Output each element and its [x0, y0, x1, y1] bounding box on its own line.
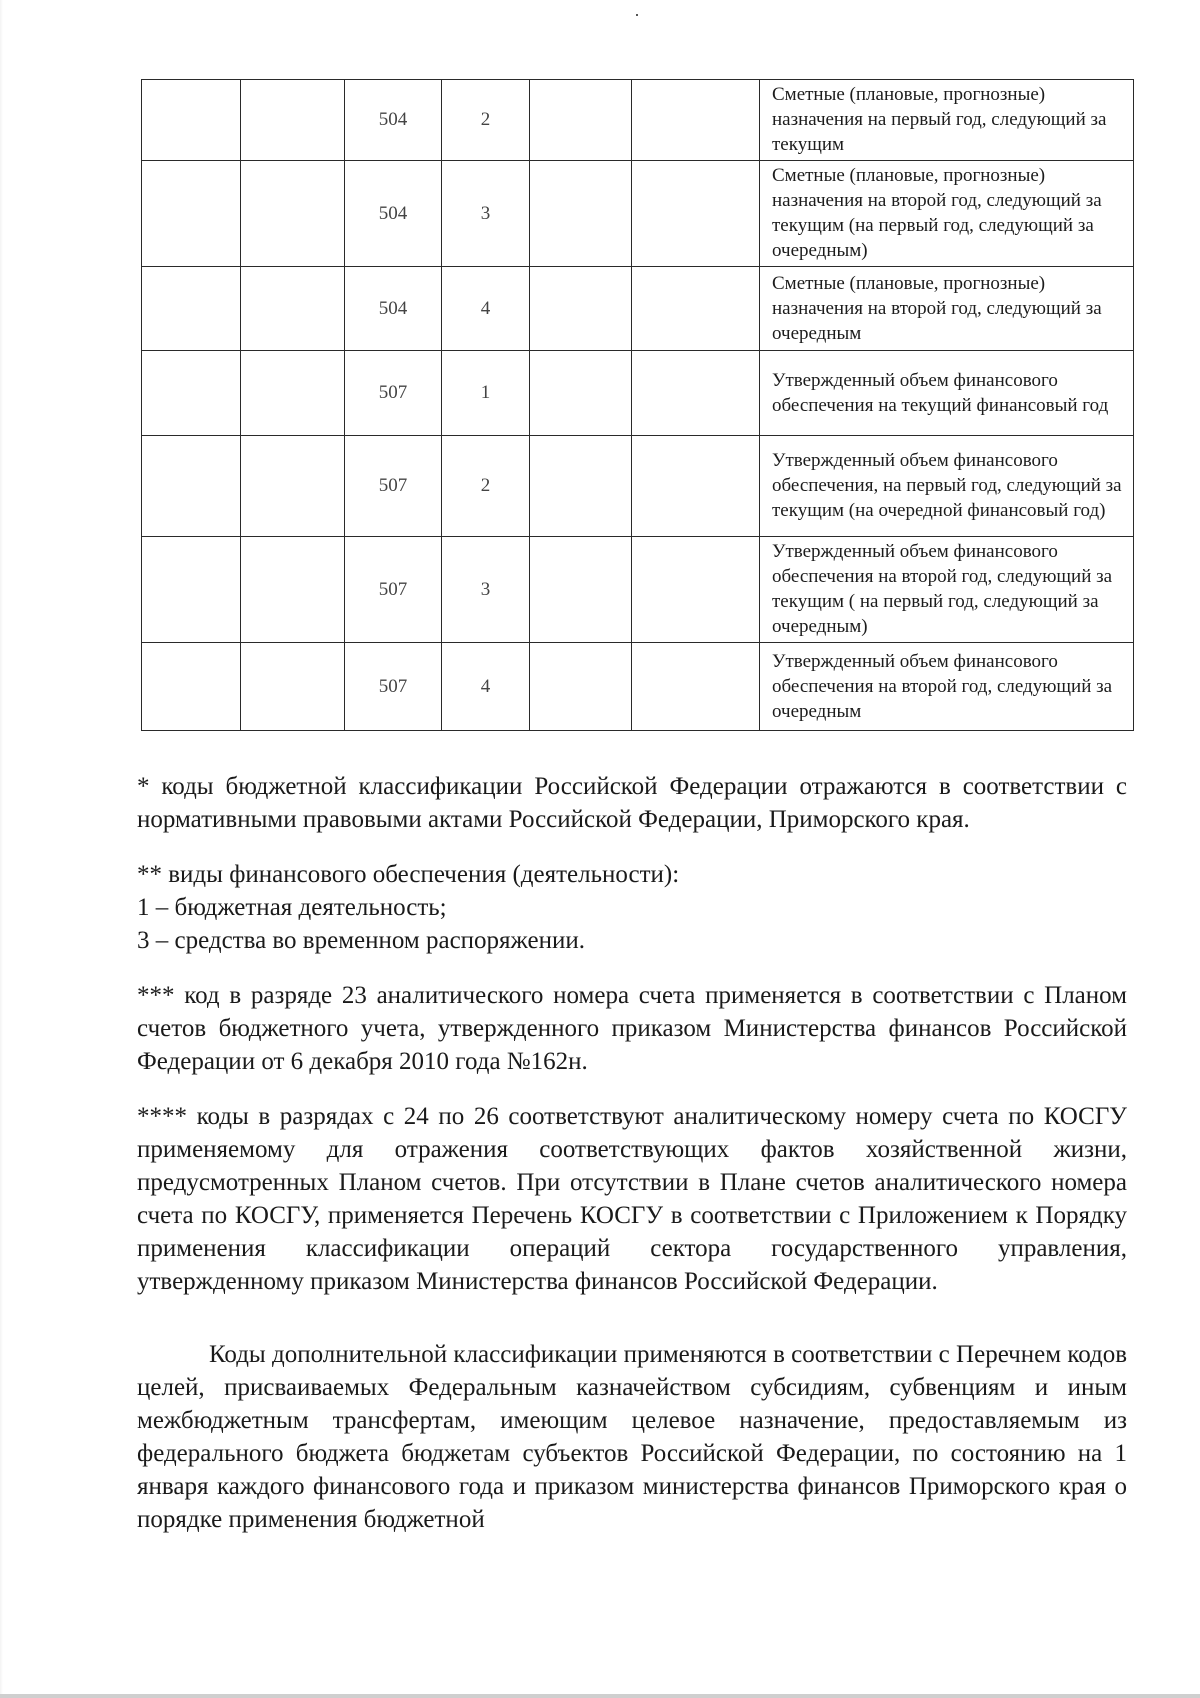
description-cell: Сметные (плановые, прогнозные) назначения на второй год, следующий за текущим (на первый год, следующий за очередным) — [760, 161, 1134, 267]
empty-cell — [530, 436, 632, 537]
description-cell: Утвержденный объем финансового обеспечения, на первый год, следующий за текущим (на очередной финансовый год) — [760, 436, 1134, 537]
empty-cell — [632, 537, 760, 643]
empty-cell — [142, 267, 241, 351]
empty-cell — [241, 537, 345, 643]
empty-cell — [530, 161, 632, 267]
table-row — [142, 436, 1134, 537]
empty-cell — [142, 537, 241, 643]
empty-cell — [530, 267, 632, 351]
description-cell: Сметные (плановые, прогнозные) назначения на первый год, следующий за текущим — [760, 80, 1134, 161]
empty-cell — [530, 351, 632, 436]
empty-cell — [142, 351, 241, 436]
footnote-support-type-item: 3 – средства во временном распоряжении. — [137, 927, 585, 954]
account-code-cell: 504 — [345, 80, 442, 161]
empty-cell — [632, 161, 760, 267]
account-code-cell: 507 — [345, 643, 442, 731]
support-type-cell: 4 — [442, 643, 530, 731]
table-row — [142, 643, 1134, 731]
scan-bottom-edge — [0, 1694, 1200, 1698]
empty-cell — [241, 351, 345, 436]
table-row — [142, 161, 1134, 267]
description-cell: Утвержденный объем финансового обеспечения на текущий финансовый год — [760, 351, 1134, 436]
table-row — [142, 351, 1134, 436]
empty-cell — [241, 643, 345, 731]
footnotes — [137, 770, 1127, 1536]
footnote-digits-24-26: **** коды в разрядах с 24 по 26 соответствуют аналитическому номеру счета по КОСГУ применяемому для отражения соответствующих фактов хозяйственной жизни, предусмотренных Планом счетов. При отсутствии в Плане счетов аналитического номера счета по КОСГУ, применяется Перечень КОСГУ в соответствии с Приложением к Порядку применения классификации операций сектора государственного управления, утвержденному приказом Министерства финансов Российской Федерации. — [137, 1103, 1127, 1295]
empty-cell — [142, 161, 241, 267]
empty-cell — [241, 436, 345, 537]
empty-cell — [241, 80, 345, 161]
empty-cell — [530, 80, 632, 161]
account-code-cell: 507 — [345, 436, 442, 537]
footnote-budget-codes: * коды бюджетной классификации Российской Федерации отражаются в соответствии с нормативными правовыми актами Российской Федерации, Приморского края. — [137, 773, 1127, 833]
empty-cell — [632, 643, 760, 731]
empty-cell — [530, 537, 632, 643]
empty-cell — [632, 351, 760, 436]
support-type-cell: 2 — [442, 80, 530, 161]
footnote-digit-23: *** код в разряде 23 аналитического номера счета применяется в соответствии с Планом счетов бюджетного учета, утвержденного приказом Министерства финансов Российской Федерации от 6 декабря 2010 года №162н. — [137, 982, 1127, 1075]
footnote-support-types-title: ** виды финансового обеспечения (деятельности): — [137, 861, 680, 888]
empty-cell — [530, 643, 632, 731]
description-cell: Сметные (плановые, прогнозные) назначения на второй год, следующий за очередным — [760, 267, 1134, 351]
empty-cell — [142, 80, 241, 161]
table-row — [142, 267, 1134, 351]
empty-cell — [142, 436, 241, 537]
support-type-cell: 4 — [442, 267, 530, 351]
empty-cell — [241, 161, 345, 267]
scan-edge — [0, 0, 3, 1698]
account-code-cell: 504 — [345, 267, 442, 351]
account-codes-table — [141, 79, 1134, 731]
support-type-cell: 2 — [442, 436, 530, 537]
account-code-cell: 507 — [345, 537, 442, 643]
account-code-cell: 507 — [345, 351, 442, 436]
footnote-support-type-item: 1 – бюджетная деятельность; — [137, 894, 447, 921]
empty-cell — [632, 267, 760, 351]
support-type-cell: 1 — [442, 351, 530, 436]
table-row — [142, 80, 1134, 161]
description-cell: Утвержденный объем финансового обеспечения на второй год, следующий за текущим ( на первый год, следующий за очередным) — [760, 537, 1134, 643]
empty-cell — [632, 80, 760, 161]
support-type-cell: 3 — [442, 537, 530, 643]
empty-cell — [632, 436, 760, 537]
additional-classification-paragraph: Коды дополнительной классификации применяются в соответствии с Перечнем кодов целей, присваиваемых Федеральным казначейством субсидиям, субвенциям и иным межбюджетным трансфертам, имеющим целевое назначение, предоставляемым из федерального бюджета бюджетам субъектов Российской Федерации, по состоянию на 1 января каждого финансового года и приказом министерства финансов Приморского края о порядке применения бюджетной — [137, 1341, 1127, 1533]
description-cell: Утвержденный объем финансового обеспечения на второй год, следующий за очередным — [760, 643, 1134, 731]
empty-cell — [241, 267, 345, 351]
support-type-cell: 3 — [442, 161, 530, 267]
empty-cell — [142, 643, 241, 731]
table-row — [142, 537, 1134, 643]
scan-speck — [636, 14, 638, 16]
account-code-cell: 504 — [345, 161, 442, 267]
